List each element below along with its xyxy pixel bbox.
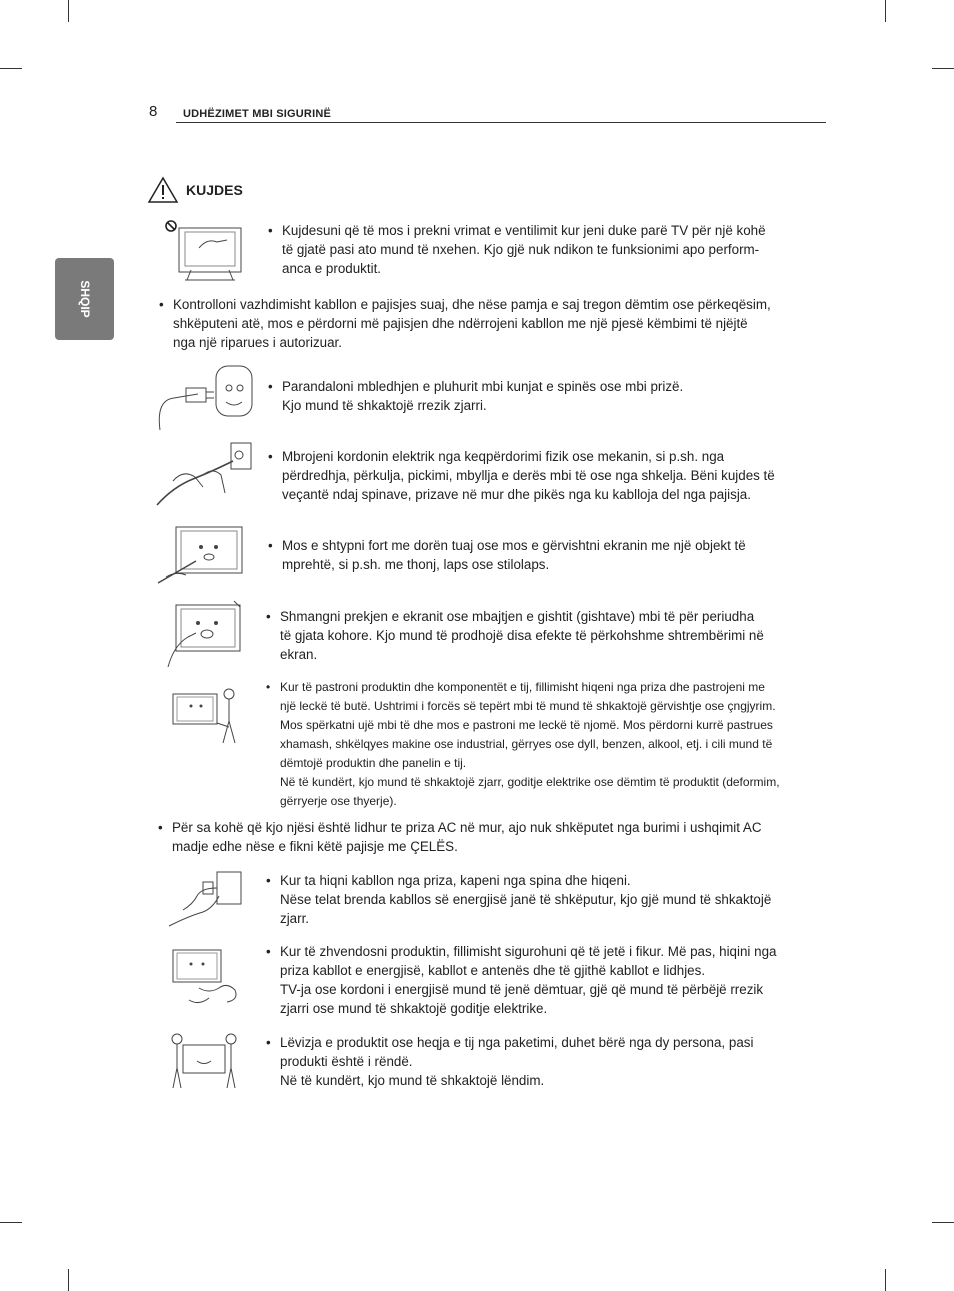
crop-mark <box>932 1222 954 1223</box>
screen-scratch-illustration <box>156 521 248 587</box>
move-product-illustration <box>169 944 241 1008</box>
bullet: • <box>266 609 271 624</box>
cleaning-illustration <box>169 686 239 746</box>
plug-dust-illustration <box>156 358 256 434</box>
screen-touch-illustration <box>164 599 246 669</box>
item-text: Mos e shtypni fort me dorën tuaj ose mos e gërvishtni ekranin me një objekt të mprehtë, si p.sh. me thonj, laps ose stilolaps. <box>282 538 746 572</box>
language-tab <box>55 258 114 340</box>
header-rule <box>176 122 826 123</box>
tv-vent-illustration <box>163 218 245 284</box>
bullet: • <box>266 944 271 959</box>
language-tab-label: SHQIP <box>77 280 92 318</box>
bullet: • <box>158 820 163 835</box>
unplug-illustration <box>167 866 243 930</box>
crop-mark <box>932 68 954 69</box>
bullet: • <box>268 449 273 464</box>
item-text: Kujdesuni që të mos i prekni vrimat e ventilimit kur jeni duke parë TV për një kohë të gjatë pasi ato mund të nxehen. Kjo gjë nuk ndikon te funksionimi apo perform- anca e produktit. <box>282 223 766 276</box>
item-text: Kontrolloni vazhdimisht kabllon e pajisjes suaj, dhe nëse pamja e saj tregon dëmtim ose përkeqësim, shkëputeni atë, mos e përdorni më pajisjen dhe ndërrojeni kabllon me një pjesë këmbimi të njëjtë nga një riparues i autorizuar. <box>173 297 771 350</box>
bullet: • <box>268 223 273 238</box>
warning-triangle-icon <box>147 176 179 204</box>
two-person-lift-illustration <box>169 1031 239 1091</box>
page-number: 8 <box>149 103 158 120</box>
item-text: Shmangni prekjen e ekranit ose mbajtjen e gishtit (gishtave) mbi të për periudha të gjata kohore. Kjo mund të prodhojë disa efekte të përkohshme shtrembërimi në ekran. <box>280 609 764 662</box>
bullet: • <box>268 538 273 553</box>
item-text: Kur të zhvendosni produktin, fillimisht sigurohuni që të jetë i fikur. Më pas, hiqini nga priza kabllot e energjisë, kabllot e antenës dhe të gjithë kabllot e lidhjes. TV-ja ose kordoni i energjisë mund të jenë dëmtuar, gjë që mund të përbëjë rrezik zjarri ose mund të shkaktojë goditje elektrike. <box>280 944 777 1016</box>
item-text: Për sa kohë që kjo njësi është lidhur te priza AC në mur, ajo nuk shkëputet nga burimi i ushqimit AC madje edhe nëse e fikni këtë pajisje me ÇELËS. <box>172 820 762 854</box>
item-text: Parandaloni mbledhjen e pluhurit mbi kunjat e spinës ose mbi prizë. Kjo mund të shkaktojë rrezik zjarri. <box>282 379 684 413</box>
crop-mark <box>0 1222 22 1223</box>
crop-mark <box>68 0 69 22</box>
bullet: • <box>266 873 271 888</box>
bullet: • <box>268 379 273 394</box>
bullet: • <box>159 297 164 312</box>
crop-mark <box>68 1269 69 1291</box>
bullet: • <box>266 1035 271 1050</box>
item-text: Kur ta hiqni kabllon nga priza, kapeni nga spina dhe hiqeni. Nëse telat brenda kabllos së energjisë janë të shkëputur, kjo gjë mund të shkaktojë zjarr. <box>280 873 772 926</box>
caution-label: KUJDES <box>186 182 243 198</box>
cord-protection-illustration <box>153 441 253 511</box>
crop-mark <box>885 0 886 22</box>
crop-mark <box>885 1269 886 1291</box>
item-text: Mbrojeni kordonin elektrik nga keqpërdorimi fizik ose mekanin, si p.sh. nga përdredhja, përkulja, pickimi, mbyllja e derës mbi të ose nga shkelja. Bëni kujdes të veçantë ndaj spinave, prizave në mur dhe pikës nga ku kablloja del nga pajisja. <box>282 449 775 502</box>
bullet: • <box>266 680 271 694</box>
section-title: UDHËZIMET MBI SIGURINË <box>183 108 332 120</box>
item-text: Lëvizja e produktit ose heqja e tij nga paketimi, duhet bërë nga dy persona, pasi produkti është i rëndë. Në të kundërt, kjo mund të shkaktojë lëndim. <box>280 1035 754 1088</box>
crop-mark <box>0 68 22 69</box>
item-text: Kur të pastroni produktin dhe komponentët e tij, fillimisht hiqeni nga priza dhe pastrojeni me një leckë të butë. Ushtrimi i forcës së tepërt mbi të mund të shkaktojë gërvishtje ose çngjyrim. Mos spërkatni ujë mbi të dhe mos e pastroni me leckë të njomë. Mos përdorni kurrë pastrues xhamash, shkëlqyes makine ose industrial, gërryes ose dyll, benzen, alkool, etj. i cili mund të dëmtojë produktin dhe panelin e tij. Në të kundërt, kjo mund të shkaktojë zjarr, goditje elektrike ose dëmtim të produktit (deformim, gërryerje ose thyerje). <box>280 680 780 808</box>
